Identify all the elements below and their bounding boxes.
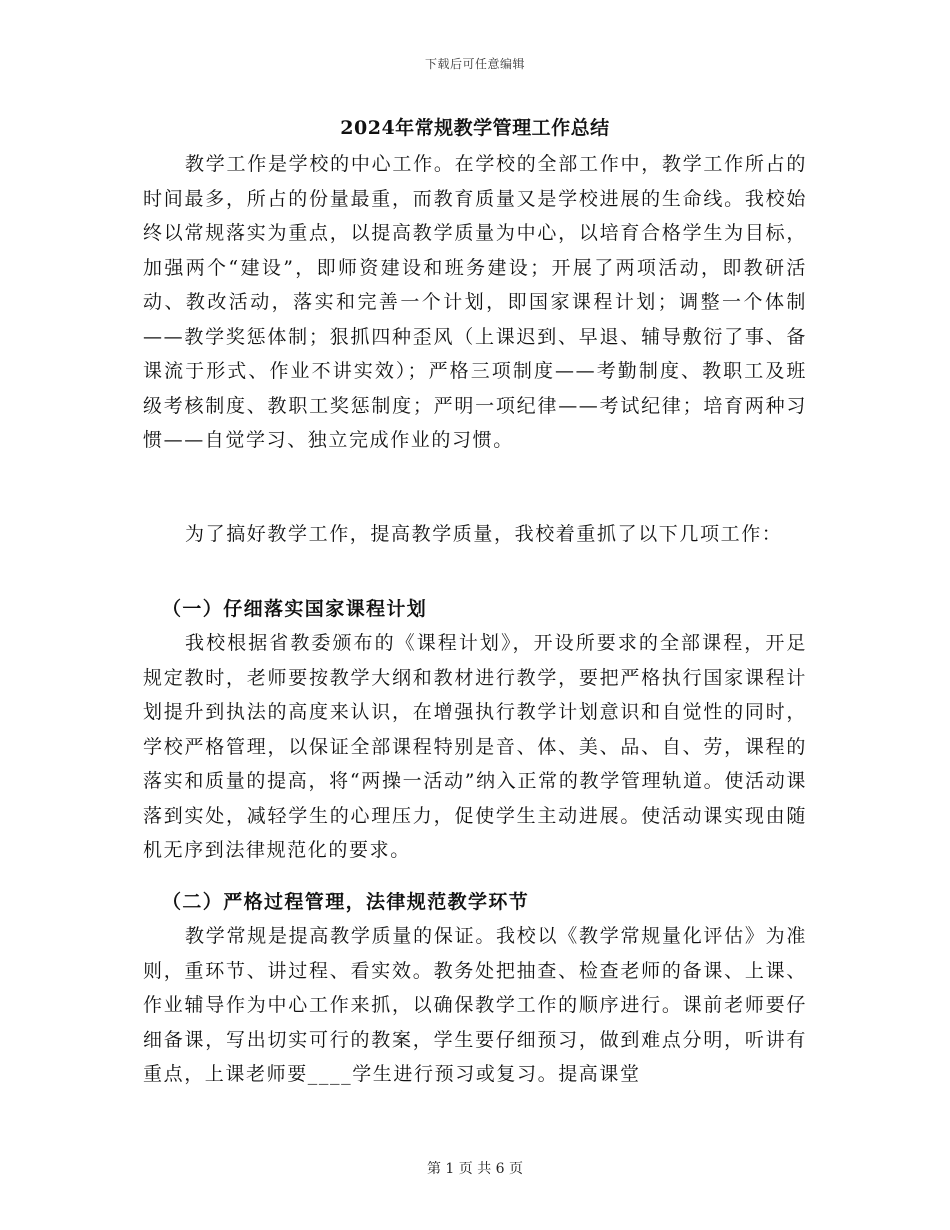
header-note: 下载后可任意编辑 [424,57,525,71]
page-number: 第 1 页 共 6 页 [426,1161,524,1177]
lead-paragraph: 为了搞好教学工作，提高教学质量，我校着重抓了以下几项工作： [185,523,783,545]
intro-paragraph: 教学工作是学校的中心工作。在学校的全部工作中，教学工作所占的时间最多，所占的份量最重，而教育质量又是学校进展的生命线。我校始终以常规落实为重点，以提高教学质量为中心，以培育合格学生为目标，加强两个“建设”，即师资建设和班务建设；开展了两项活动，即教研活动、教改活动，落实和完善一个计划，即国家课程计划；调整一个体制——教学奖惩体制；狠抓四种歪风（上课迟到、早退、辅导敷衍了事、备课流于形式、作业不讲实效）；严格三项制度——考勤制度、教职工及班级考核制度、教职工奖惩制度；严明一项纪律——考试纪律；培育两种习惯——自觉学习、独立完成作业的习惯。 [143,153,807,451]
section-heading-2: （二）严格过程管理，法律规范教学环节 [162,891,530,913]
section-1-paragraph: 我校根据省教委颁布的《课程计划》，开设所要求的全部课程，开足规定教时，老师要按教学大纲和教材进行教学，要把严格执行国家课程计划提升到执法的高度来认识，在增强执行教学计划意识和自觉性的同时，学校严格管理，以保证全部课程特别是音、体、美、品、自、劳，课程的落实和质量的提高，将“两操一活动”纳入正常的教学管理轨道。使活动课落到实处，减轻学生的心理压力，促使学生主动进展。使活动课实现由随机无序到法律规范化的要求。 [143,632,807,861]
section-2-paragraph: 教学常规是提高教学质量的保证。我校以《教学常规量化评估》为准则，重环节、讲过程、看实效。教务处把抽查、检查老师的备课、上课、作业辅导作为中心工作来抓，以确保教学工作的顺序进行。课前老师要仔细备课，写出切实可行的教案，学生要仔细预习，做到难点分明，听讲有重点，上课老师要____学生进行预习或复习。提高课堂 [143,925,807,1085]
document-title: 2024年常规教学管理工作总结 [340,117,610,139]
section-heading-1: （一）仔细落实国家课程计划 [162,598,428,620]
